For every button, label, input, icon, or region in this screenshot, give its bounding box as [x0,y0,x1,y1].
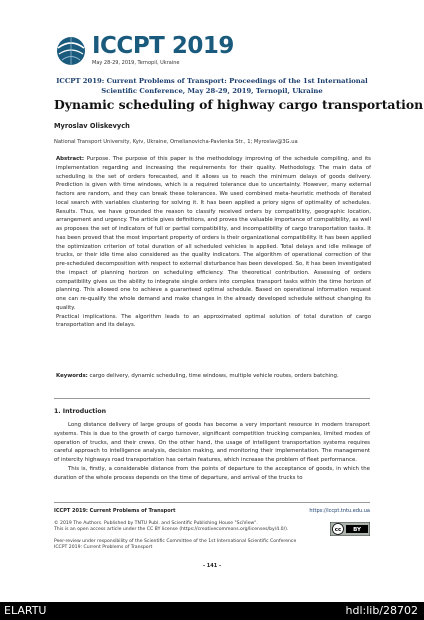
body-paragraph-2: This is, firstly, a considerable distance from the points of departure to the acceptance of goods, in which the duration of the whole process depends on the time of departure, and arrival of the trucks to [54,465,370,481]
repository-name: ELARTU [4,604,47,617]
page-number: - 141 - [202,563,222,569]
abstract-practical: Practical implications. The algorithm leads to an approximated optimal solution of total duration of cargo transportation and its delays. [56,313,371,329]
abstract [56,155,371,330]
section-heading: 1. Introduction [54,408,107,415]
keywords [56,372,371,381]
peer-line-2: ICCPT 2019: Current Problems of Transport [54,545,153,551]
logo-subtitle: May 28-29, 2019, Ternopil, Ukraine [92,60,180,66]
handle-id[interactable]: hdl:lib/28702 [345,604,418,617]
license-line: This is an open access article under the CC BY license (https://creativecommons.org/licenses/by/4.0/). [54,527,289,533]
peer-line-1: Peer-review under responsibility of the Scientific Committee of the 1st International Scientific Conference [54,539,297,544]
logo-brand: ICCPT 2019 [92,33,234,59]
author-name: Myroslav Oliskevych [54,122,130,130]
footer-peer-review [54,539,334,552]
paper-title: Dynamic scheduling of highway cargo transportation [54,97,424,112]
footer-url[interactable]: https://iccpt.tntu.edu.ua [309,508,370,514]
divider-top [54,398,370,399]
author-affiliation: National Transport University, Kyiv, Ukraine, Omelianovicha-Pavlenka Str., 1; Myroslav@3G.ua [54,139,298,145]
body-text [54,421,370,482]
conference-header: ICCPT 2019: Current Problems of Transport: Proceedings of the 1st International Scientific Conference, May 28-29, 2019, Ternopil, Ukraine [56,77,368,95]
abstract-text: Purpose. The purpose of this paper is the methodology improving of the schedule compiling, and its implementation regarding and increasing the requirements for their quality. Methodology. The main data of scheduling is the set of orders forecasted, and it allows us to reach the minimum delays of goods delivery. Prediction is given with time windows, which is a required tolerance due to uncertainty. However, many external factors are random, and they can break these tolerances. We used combined meta-heuristic methods of iterated local search with variables clustering for solving it. It has been applied a priory signs of optimality of schedules. Results. Thus, we have grounded the reason to classify received orders by compatibility, geographic location, arrangement and urgency. The article gives definitions, and proves the valuable importance of compatibility, as well as proposes the set of indicators of full or partial compatibility, and incompatibility of cargo transportation tasks. It has been proved that the most important property of orders is their organizational compatibility. It has been applied the optimization criterion of total duration of all scheduled vehicles is applied. Total delays and idle mileage of trucks, or their idle time also considered as the quality indicators. The algorithm of operational correction of the pre-scheduled decomposition with respect to external disturbance has been developed. So, it has been investigated the impact of planning horizon on scheduling efficiency. The theoretical contribution. Assessing of orders compatibility gives us the ability to integrate single orders into complex transport tasks within the time horizon of planning. This allowed one to achieve a guaranteed optimal schedule. Based on operational information request one can re-qualify the whole demand and make changes in the already developed schedule without changing its quality. [56,156,371,311]
cc-by-icon [330,522,370,536]
abstract-label: Abstract: [56,156,85,162]
keywords-label: Keywords: [56,373,88,379]
cc-label: cc [334,527,342,534]
by-label: BY [353,527,361,533]
divider-footer [54,502,370,503]
body-paragraph-1: Long distance delivery of large groups of goods has become a very important resource in modern transport systems. This is due to the growth of cargo turnover, significant competition trucking companies, limited modes of operation of trucks, and their crews. On the other hand, the usage of intelligent transportation systems requires careful approach to intelligence analysis, decision making, and monitoring their implementation. The management of intercity highways road transportation has certain features, which increase the problem of fleet performance. [54,422,370,463]
keywords-text: cargo delivery, dynamic scheduling, time windows, multiple vehicle routes, orders batching. [87,373,339,379]
conference-logo [54,32,234,72]
footer-journal: ICCPT 2019: Current Problems of Transport [54,508,176,514]
viewer-bottom-bar [0,602,424,620]
footer-license [54,521,314,534]
copyright-line: © 2019 The Authors. Published by TNTU Publ. and Scientific Publishing House "SciView". [54,521,258,526]
globe-icon [54,34,90,66]
